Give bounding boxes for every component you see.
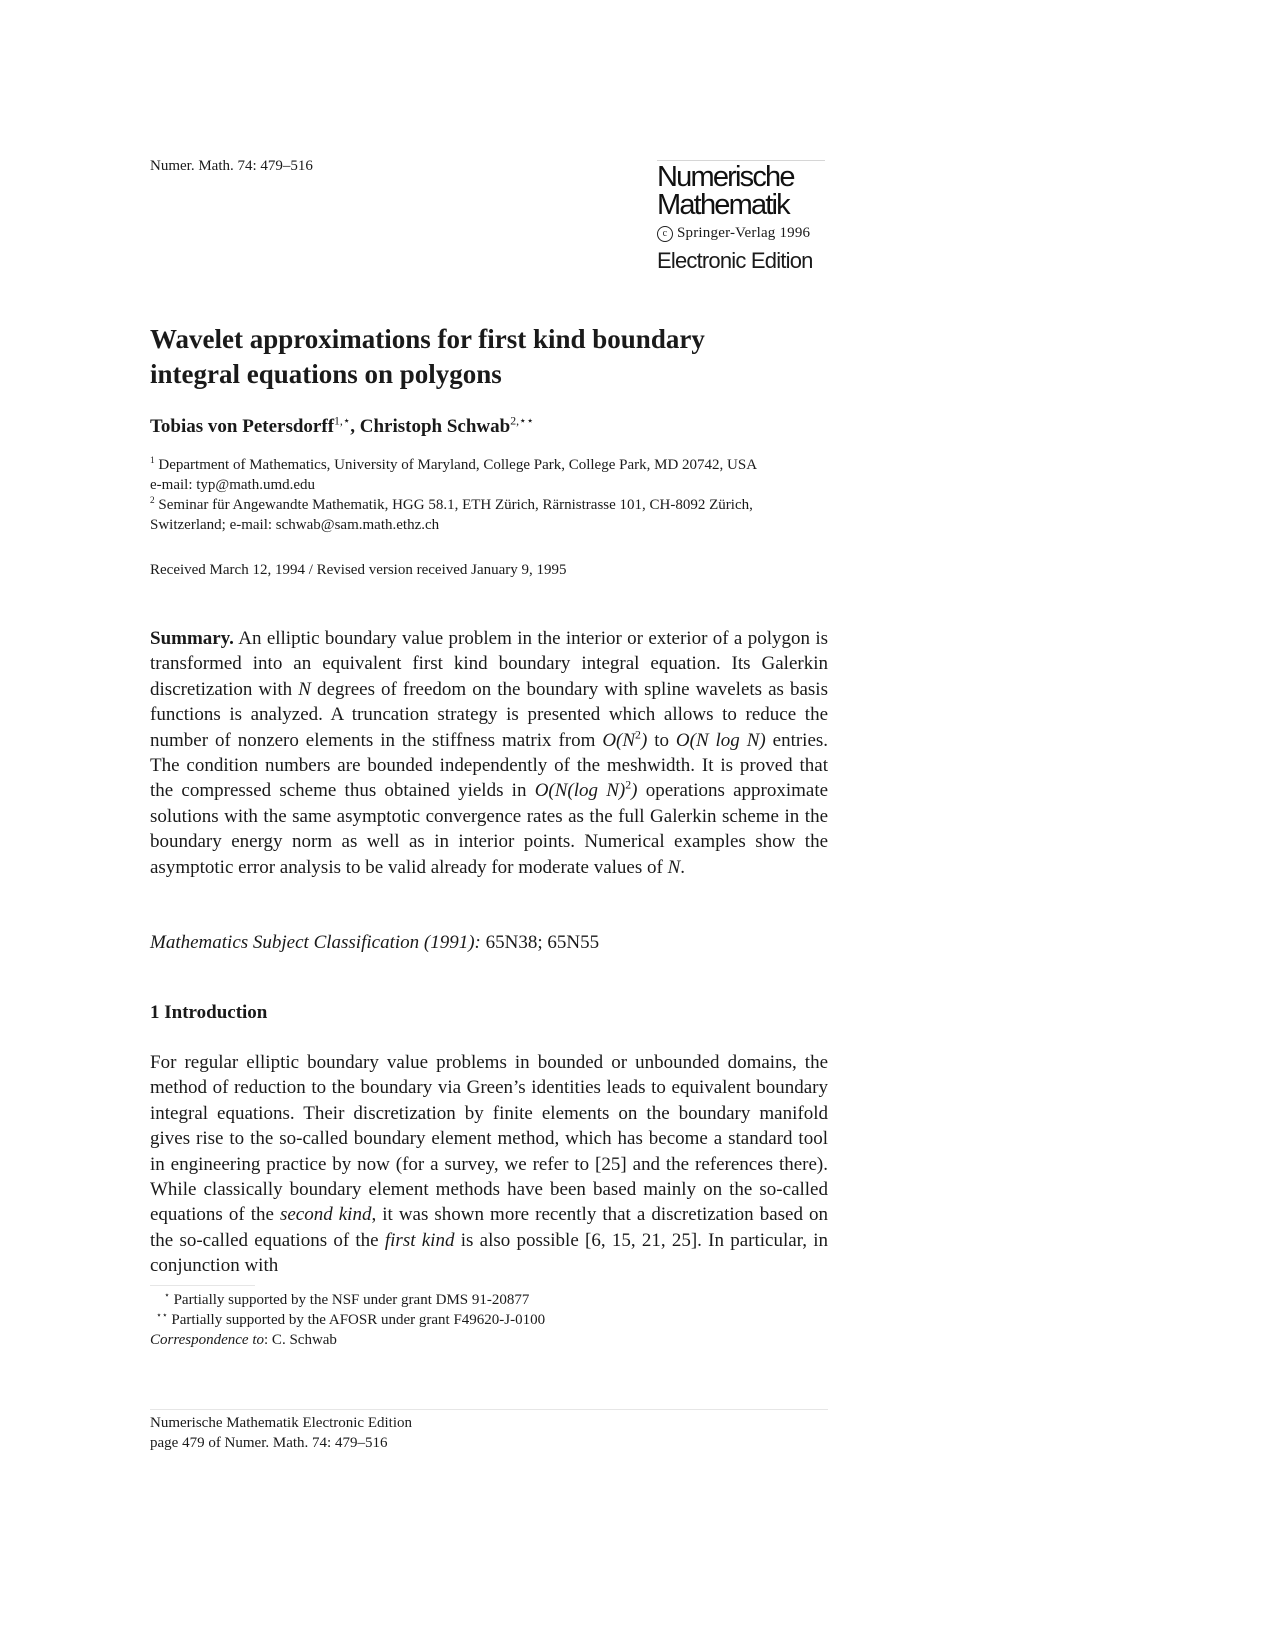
math-expression: O(N log N): [675, 729, 766, 751]
summary-text: to: [654, 729, 669, 751]
affiliation-mark: 2: [150, 495, 155, 506]
section-heading: 1 Introduction: [150, 1002, 268, 1023]
author-name: Tobias von Petersdorff: [150, 416, 335, 437]
page-footer: [150, 1413, 412, 1453]
footnote-text: Partially supported by the AFOSR under grant F49620-J-0100: [171, 1312, 546, 1328]
math-symbol: N: [667, 856, 681, 878]
journal-logo: [657, 160, 825, 274]
affiliation-text: Seminar für Angewandte Mathematik, HGG 58.1, ETH Zürich, Rärnistrasse 101, CH-8092 Zürich,: [158, 497, 753, 513]
copyright-icon: c: [657, 226, 673, 242]
logo-line-2: Mathematik: [657, 189, 789, 221]
affiliations: [150, 455, 828, 535]
summary-text: operations approximate solutions with the same asymptotic convergence rates as the full Galerkin scheme in the boundary energy norm as well as in interior points. Numerical examples show the asymptotic error analysis to be valid already for moderate values of: [150, 780, 829, 878]
emphasis: first kind: [384, 1229, 455, 1251]
footnote-1: [150, 1290, 545, 1310]
msc-label: Mathematics Subject Classification (1991):: [150, 932, 481, 953]
edition-label: Electronic Edition: [657, 248, 813, 273]
body-text: is also possible [6, 15, 21, 25]. In particular, in conjunction with: [150, 1229, 829, 1277]
msc-codes: 65N38; 65N55: [485, 932, 600, 953]
summary-text: An elliptic boundary value problem in the interior or exterior of a polygon is transformed into an equivalent first kind boundary integral equation. Its Galerkin discretization with: [150, 628, 828, 700]
author-mark: 2,⋆⋆: [510, 414, 534, 428]
affiliation-2-continued: Switzerland; e-mail: schwab@sam.math.ethz.ch: [150, 517, 440, 533]
math-expression: O(N: [602, 729, 636, 751]
title-line-2: integral equations on polygons: [150, 359, 502, 389]
introduction-paragraph: [150, 1050, 828, 1279]
summary-text: degrees of freedom on the boundary with spline wavelets as basis functions is analyzed. A truncation strategy is presented which allows to reduce the number of nonzero elements in the stiffness matrix from: [150, 678, 828, 751]
body-text: , it was shown more recently that a discretization based on the so-called equations of the: [150, 1204, 828, 1251]
copyright-text: Springer-Verlag 1996: [677, 225, 811, 241]
logo-line-1: Numerische: [657, 161, 794, 193]
author-mark: 1,⋆: [334, 414, 351, 428]
math-exponent: 2: [625, 778, 632, 792]
summary-paragraph: [150, 626, 828, 880]
affiliation-1: [150, 455, 828, 475]
footnote-divider: [150, 1285, 255, 1286]
journal-reference: Numer. Math. 74: 479–516: [150, 158, 313, 174]
footnotes: [150, 1290, 545, 1350]
summary-text: .: [680, 856, 686, 878]
math-expression: O(N(log N): [534, 780, 626, 802]
footnote-mark: ⋆⋆: [156, 1310, 168, 1321]
footnote-text: Partially supported by the NSF under grant DMS 91-20877: [173, 1292, 530, 1308]
correspondence: [150, 1330, 545, 1350]
affiliation-mark: 1: [150, 455, 155, 466]
math-expression: ): [631, 780, 638, 802]
affiliation-2: [150, 495, 828, 515]
subject-classification: [150, 932, 599, 954]
summary-label: Summary.: [150, 628, 234, 649]
body-text: For regular elliptic boundary value problems in bounded or unbounded domains, the method of reduction to the boundary via Green’s identities leads to equivalent boundary integral equations. Their discretization by finite elements on the boundary manifold gives rise to the so-called boundary element method, which has become a standard tool in engineering practice by now (for a survey, we refer to [25] and the references there). While classically boundary element methods have been based mainly on the so-called equations of the: [150, 1052, 828, 1226]
footnote-mark: ⋆: [164, 1290, 170, 1301]
footer-line-2: page 479 of Numer. Math. 74: 479–516: [150, 1435, 388, 1451]
summary-text: entries. The condition numbers are bounded independently of the meshwidth. It is proved that the compressed scheme thus obtained yields in: [150, 729, 829, 802]
copyright-notice: [657, 225, 825, 242]
footnote-2: [150, 1310, 545, 1330]
math-expression: ): [640, 729, 648, 751]
correspondence-text: : C. Schwab: [264, 1332, 337, 1348]
author-name: Christoph Schwab: [359, 416, 511, 437]
paper-title: [150, 322, 790, 392]
footer-line-1: Numerische Mathematik Electronic Edition: [150, 1415, 413, 1431]
title-line-1: Wavelet approximations for first kind boundary: [150, 324, 705, 354]
math-exponent: 2: [635, 727, 641, 741]
emphasis: second kind: [279, 1204, 372, 1226]
correspondence-label: Correspondence to: [150, 1332, 265, 1348]
math-symbol: N: [298, 678, 311, 700]
footer-divider: [150, 1409, 828, 1410]
affiliation-text: Department of Mathematics, University of Maryland, College Park, College Park, MD 20742, USA: [158, 457, 758, 473]
received-dates: Received March 12, 1994 / Revised version received January 9, 1995: [150, 562, 567, 578]
author-separator: ,: [350, 416, 360, 437]
affiliation-1-email: e-mail: typ@math.umd.edu: [150, 477, 316, 493]
author-list: [150, 416, 534, 438]
